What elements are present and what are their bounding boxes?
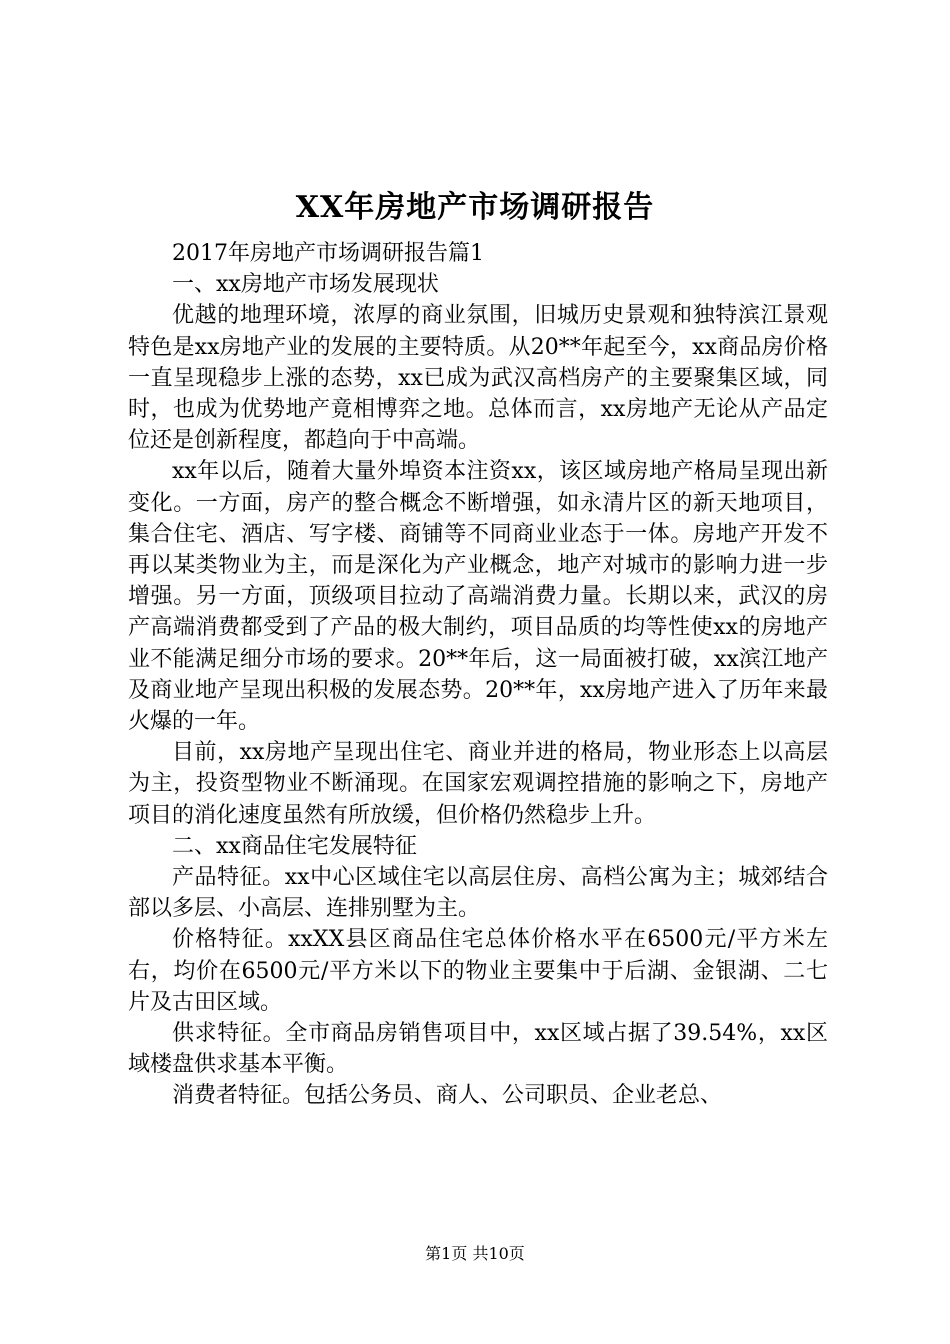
paragraph: 优越的地理环境，浓厚的商业氛围，旧城历史景观和独特滨江景观特色是xx房地产业的发展的主要特质。从20**年起至今，xx商品房价格一直呈现稳步上涨的态势，xx已成为武汉高档房产的主要聚集区域，同时，也成为优势地产竟相博弈之地。总体而言，xx房地产无论从产品定位还是创新程度，都趋向于中高端。 [128,303,828,454]
document-title: XX年房地产市场调研报告 [295,190,655,225]
paragraph: 价格特征。xxXX县区商品住宅总体价格水平在6500元/平方米左右，均价在6500元/平方米以下的物业主要集中于后湖、金银湖、二七片及古田区域。 [128,927,828,1015]
paragraph: 供求特征。全市商品房销售项目中，xx区域占据了39.54%，xx区域楼盘供求基本平衡。 [128,1021,828,1078]
paragraph: 产品特征。xx中心区域住宅以高层住房、高档公寓为主；城郊结合部以多层、小高层、连排别墅为主。 [128,865,828,922]
section-heading-2: 二、xx商品住宅发展特征 [172,833,417,859]
paragraph: 消费者特征。包括公务员、商人、公司职员、企业老总、 [172,1083,723,1109]
section-heading-1: 一、xx房地产市场发展现状 [172,272,439,298]
paragraph: xx年以后，随着大量外埠资本注资xx，该区域房地产格局呈现出新变化。一方面，房产的整合概念不断增强，如永清片区的新天地项目，集合住宅、酒店、写字楼、商铺等不同商业业态于一体。房地产开发不再以某类物业为主，而是深化为产业概念，地产对城市的影响力进一步增强。另一方面，顶级项目拉动了高端消费力量。长期以来，武汉的房产高端消费都受到了产品的极大制约，项目品质的均等性使xx的房地产业不能满足细分市场的要求。20**年后，这一局面被打破，xx滨江地产及商业地产呈现出积极的发展态势。20**年，xx房地产进入了历年来最火爆的一年。 [128,459,828,735]
document-body [128,238,828,1112]
report-subtitle: 2017年房地产市场调研报告篇1 [172,241,484,266]
paragraph: 目前，xx房地产呈现出住宅、商业并进的格局，物业形态上以高层为主，投资型物业不断涌现。在国家宏观调控措施的影响之下，房地产项目的消化速度虽然有所放缓，但价格仍然稳步上升。 [128,740,828,828]
page-number-footer: 第1页 共10页 [425,1244,525,1263]
